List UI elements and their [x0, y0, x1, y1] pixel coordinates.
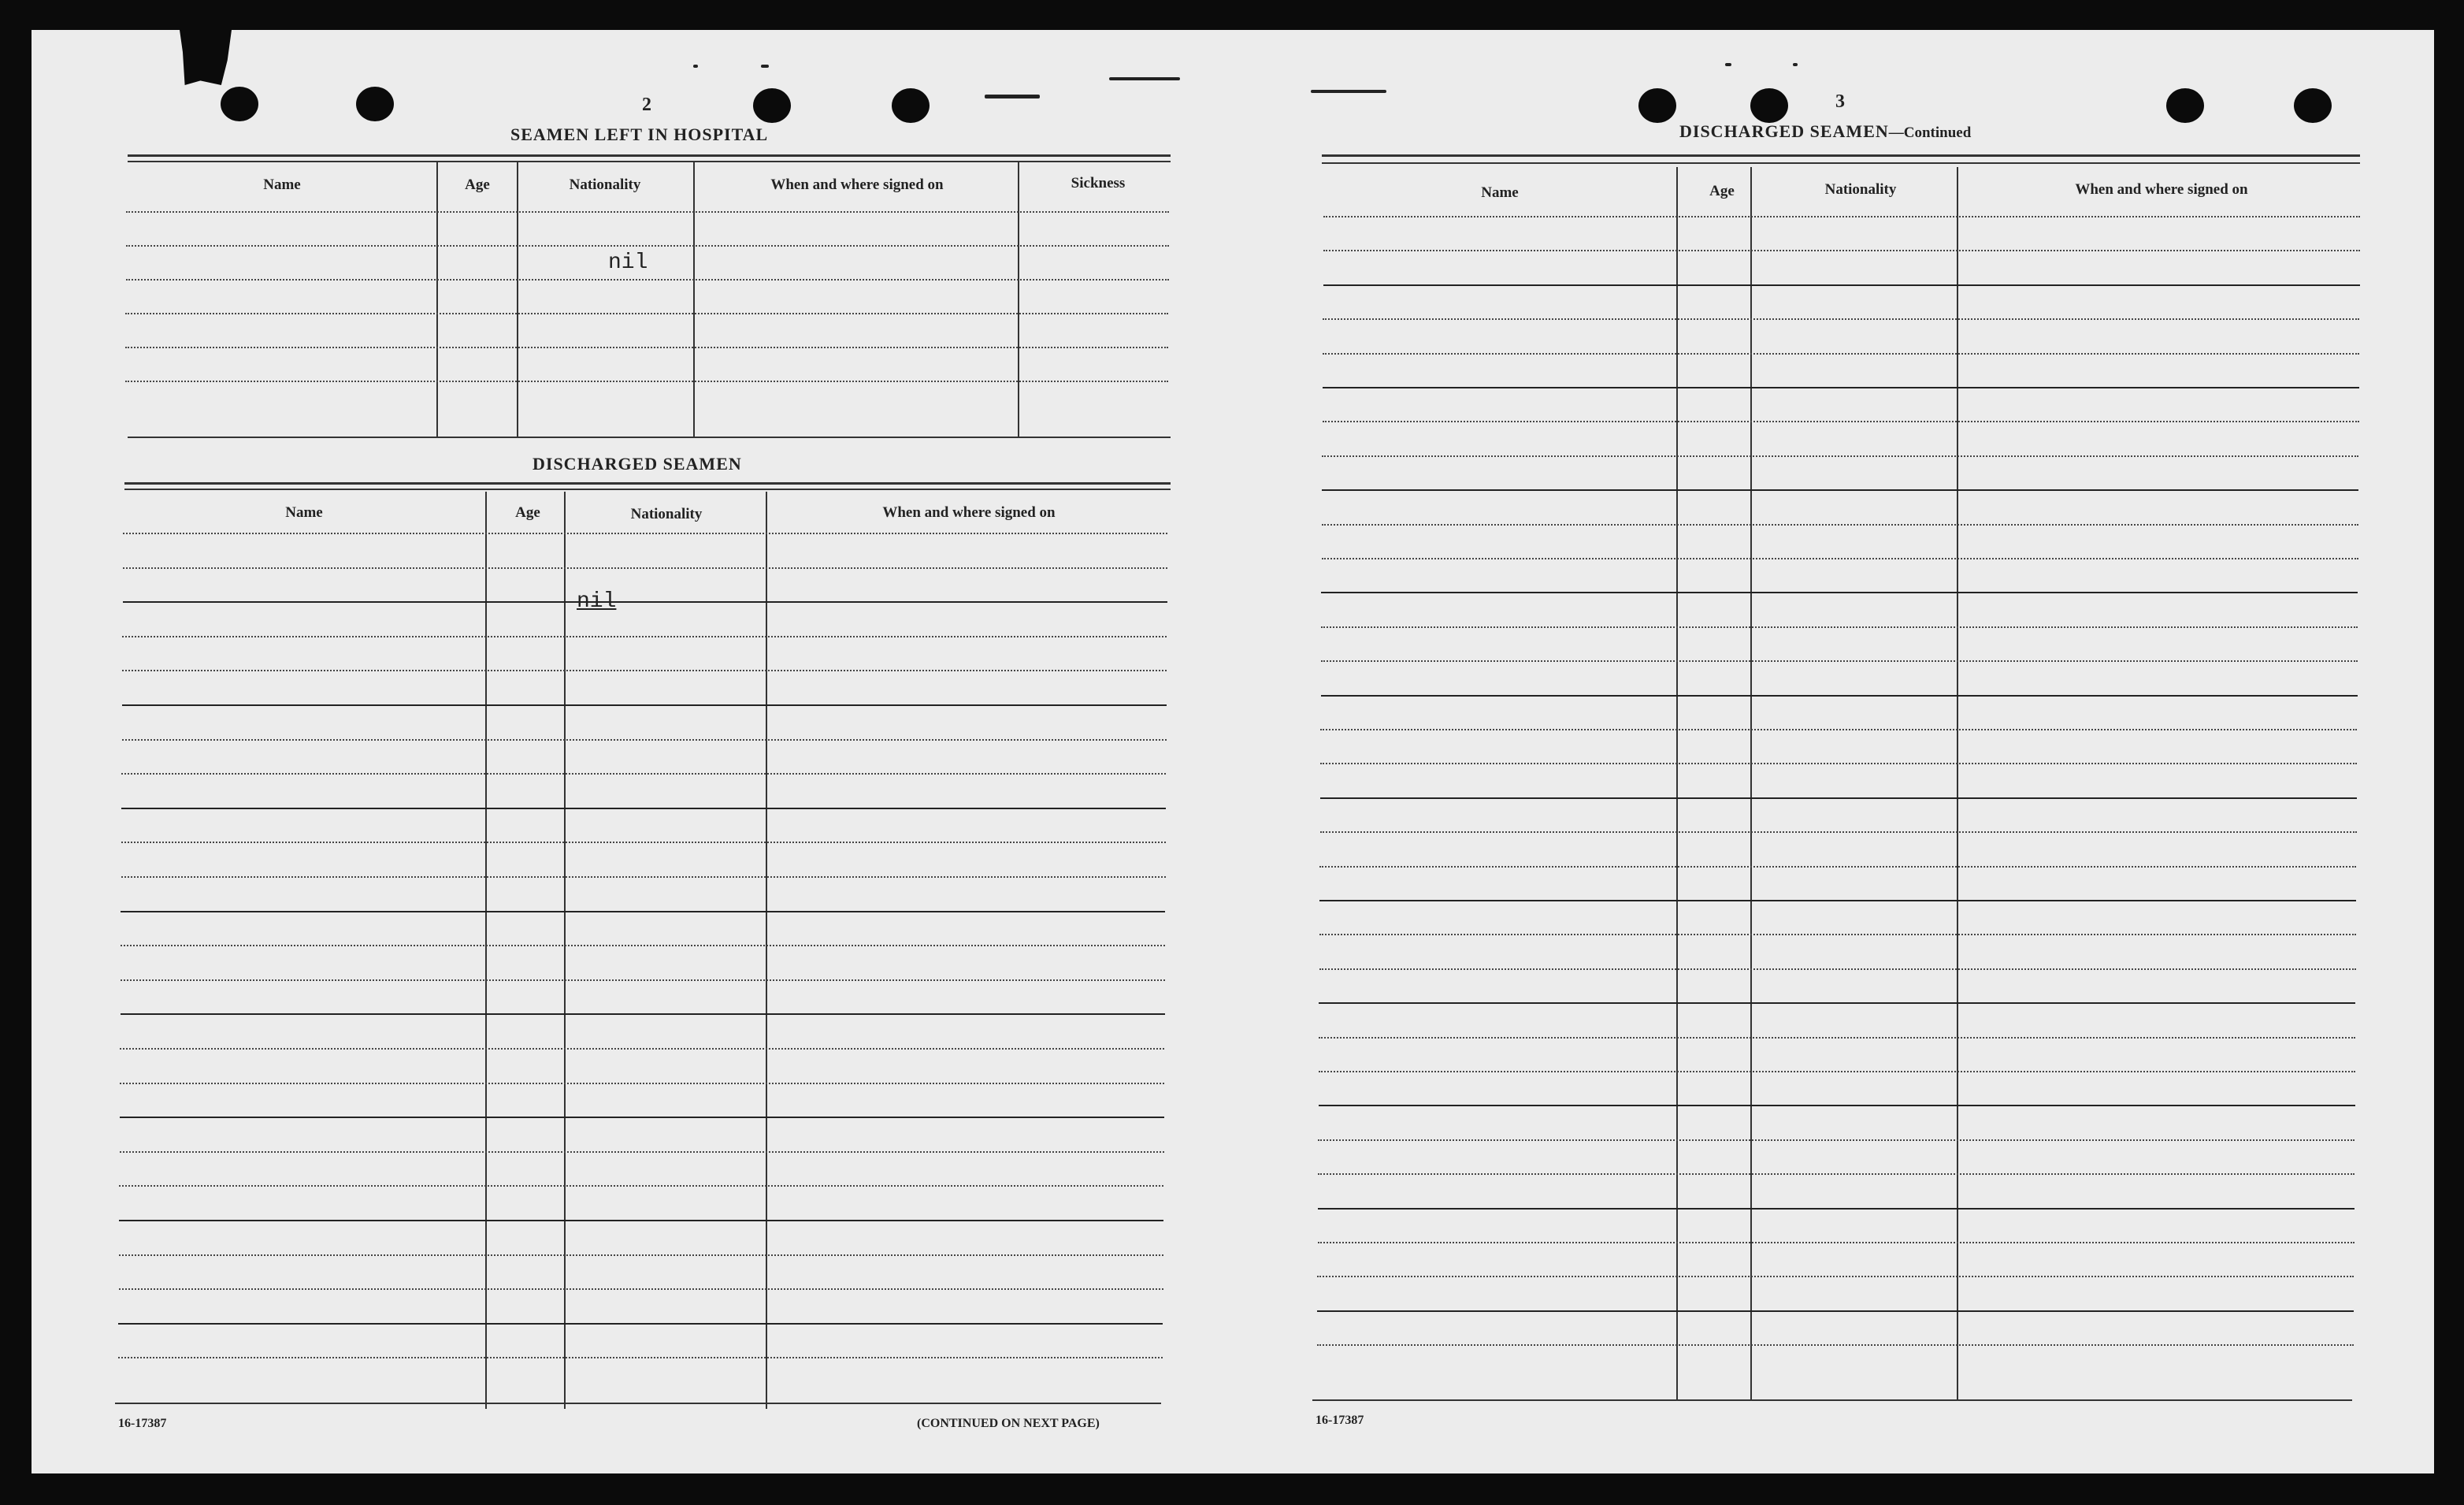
- column-header-age: Age: [515, 504, 540, 521]
- ruled-line: [1320, 797, 2357, 799]
- column-divider: [485, 492, 487, 1409]
- right-title-suffix: —Continued: [1888, 124, 1972, 141]
- right-section-title: [1679, 121, 1971, 142]
- column-header-sickness: Sickness: [1071, 175, 1126, 191]
- column-divider: [517, 162, 518, 438]
- ruled-line: [118, 1323, 1163, 1325]
- ruled-line: [1322, 455, 2358, 457]
- ruled-line: [121, 979, 1165, 981]
- right-top-rule: [1322, 154, 2360, 157]
- ruled-line: [1319, 1037, 2355, 1039]
- ruled-line: [120, 1151, 1164, 1153]
- ruled-line: [122, 636, 1167, 637]
- punch-hole: [1638, 88, 1676, 123]
- ruled-line: [126, 279, 1169, 281]
- ruled-line: [1323, 284, 2360, 286]
- column-header-name: Name: [285, 504, 323, 521]
- ruled-line: [121, 876, 1166, 878]
- ruled-line: [1318, 1173, 2355, 1175]
- ruled-line: [1322, 524, 2358, 526]
- ink-speck: [761, 65, 769, 68]
- ruled-line: [126, 211, 1169, 213]
- ruled-line: [1323, 250, 2360, 251]
- ruled-line: [1320, 831, 2357, 833]
- column-header-age: Age: [1709, 183, 1735, 199]
- discharged-section-title: DISCHARGED SEAMEN: [533, 454, 742, 474]
- column-divider: [766, 492, 767, 1409]
- punch-hole: [2294, 88, 2332, 123]
- ruled-line: [1320, 763, 2357, 764]
- ink-speck: [1725, 63, 1731, 66]
- discharged-entry: nil: [577, 589, 617, 614]
- ruled-line: [121, 911, 1165, 912]
- right-top-rule-2: [1322, 162, 2360, 164]
- ruled-line: [119, 1185, 1163, 1187]
- punch-hole: [221, 87, 258, 121]
- page-number: 2: [642, 95, 651, 115]
- ruled-line: [1323, 353, 2359, 355]
- ink-speck: [985, 95, 1040, 98]
- ruled-line: [1321, 626, 2358, 628]
- hospital-entry: nil: [608, 251, 648, 275]
- hospital-bottom-rule: [128, 437, 1171, 438]
- ruled-line: [125, 313, 1168, 314]
- punch-hole: [2166, 88, 2204, 123]
- ruled-line: [1318, 1139, 2355, 1141]
- hospital-top-rule-2: [128, 161, 1171, 162]
- right-bottom-rule: [1312, 1399, 2352, 1401]
- ruled-line: [122, 739, 1167, 741]
- punch-hole: [1750, 88, 1788, 123]
- ruled-line: [121, 773, 1166, 775]
- ruled-line: [118, 1357, 1163, 1358]
- ruled-line: [1319, 1002, 2355, 1004]
- ruled-line: [122, 670, 1167, 671]
- ruled-line: [1323, 216, 2360, 217]
- punch-hole: [892, 88, 930, 123]
- ruled-line: [121, 808, 1166, 809]
- form-number: 16-17387: [1315, 1414, 1364, 1427]
- ruled-line: [1323, 387, 2359, 388]
- continued-note: (CONTINUED ON NEXT PAGE): [917, 1417, 1100, 1430]
- ruled-line: [1322, 489, 2358, 491]
- column-header-nationality: Nationality: [1824, 181, 1897, 198]
- right-title-text: DISCHARGED SEAMEN: [1679, 121, 1889, 141]
- discharged-top-rule: [124, 482, 1171, 485]
- ink-speck: [1109, 77, 1180, 80]
- ruled-line: [123, 567, 1167, 569]
- ruled-line: [120, 1083, 1164, 1084]
- ruled-line: [1323, 318, 2359, 320]
- column-header-signed-on: When and where signed on: [770, 177, 944, 193]
- ruled-line: [1319, 1105, 2355, 1106]
- ruled-line: [123, 601, 1167, 603]
- ruled-line: [1317, 1344, 2354, 1346]
- ruled-line: [119, 1288, 1163, 1290]
- ruled-line: [121, 842, 1166, 843]
- ruled-line: [125, 347, 1168, 348]
- ruled-line: [121, 945, 1165, 946]
- ink-speck: [1311, 90, 1386, 93]
- ruled-line: [126, 245, 1169, 247]
- ruled-line: [1318, 1208, 2355, 1210]
- ruled-line: [120, 1048, 1164, 1050]
- ruled-line: [125, 381, 1168, 382]
- ruled-line: [1322, 558, 2358, 559]
- ruled-line: [1321, 660, 2358, 662]
- column-header-nationality: Nationality: [630, 506, 703, 522]
- ink-speck: [1793, 63, 1798, 66]
- ruled-line: [1318, 1242, 2355, 1243]
- ruled-line: [1323, 421, 2359, 422]
- hospital-top-rule: [128, 154, 1171, 157]
- ruled-line: [1319, 934, 2356, 935]
- ruled-line: [119, 1254, 1163, 1256]
- discharged-top-rule-2: [124, 489, 1171, 490]
- ruled-line: [120, 1117, 1164, 1118]
- column-header-signed-on: When and where signed on: [2075, 181, 2248, 198]
- discharged-bottom-rule: [115, 1403, 1161, 1404]
- ruled-line: [1321, 695, 2358, 697]
- ruled-line: [1319, 900, 2356, 901]
- punch-hole: [753, 88, 791, 123]
- column-header-age: Age: [465, 177, 490, 193]
- ruled-line: [122, 704, 1167, 706]
- ruled-line: [1319, 968, 2356, 970]
- page-number: 3: [1835, 91, 1845, 112]
- column-header-signed-on: When and where signed on: [882, 504, 1056, 521]
- ruled-line: [1320, 729, 2357, 730]
- punch-hole: [356, 87, 394, 121]
- ruled-line: [1319, 1071, 2355, 1072]
- ruled-line: [123, 533, 1167, 534]
- ruled-line: [1317, 1276, 2354, 1277]
- form-number: 16-17387: [118, 1417, 167, 1430]
- ruled-line: [1317, 1310, 2354, 1312]
- column-divider: [436, 162, 438, 438]
- column-divider: [693, 162, 695, 438]
- ruled-line: [1319, 866, 2356, 868]
- ruled-line: [119, 1220, 1163, 1221]
- hospital-section-title: SEAMEN LEFT IN HOSPITAL: [510, 124, 769, 144]
- column-header-name: Name: [1481, 184, 1519, 201]
- column-divider: [564, 492, 566, 1409]
- column-header-name: Name: [263, 177, 301, 193]
- column-header-nationality: Nationality: [569, 177, 641, 193]
- ruled-line: [121, 1013, 1165, 1015]
- ruled-line: [1321, 592, 2358, 593]
- ink-speck: [693, 65, 698, 68]
- column-divider: [1018, 162, 1019, 438]
